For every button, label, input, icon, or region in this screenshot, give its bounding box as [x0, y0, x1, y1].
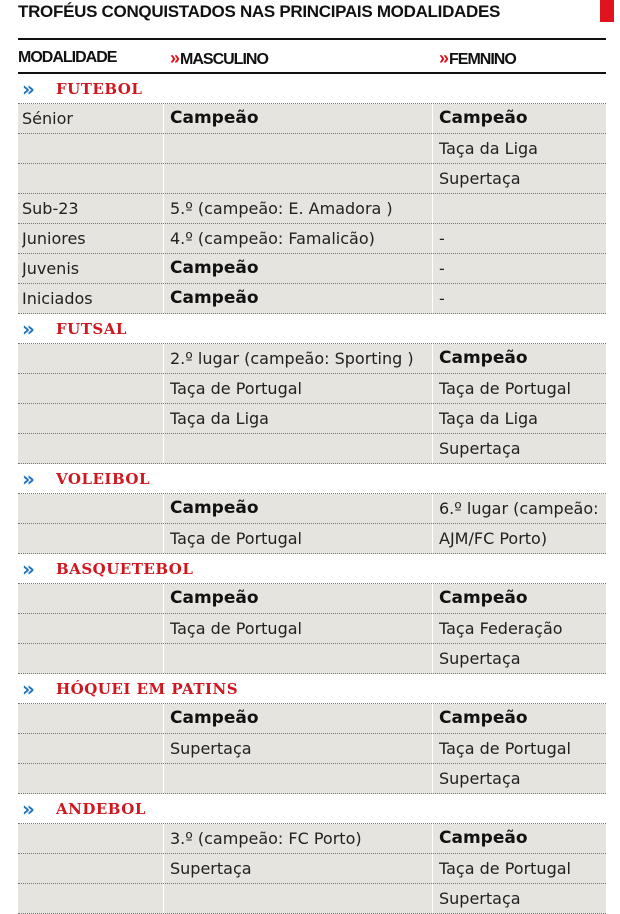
feminino-cell: - [439, 229, 445, 248]
feminino-cell: Taça de Portugal [439, 739, 571, 758]
category-cell: Iniciados [22, 289, 93, 308]
column-divider [432, 854, 433, 883]
table-row [18, 734, 606, 764]
table-row [18, 524, 606, 554]
feminino-cell: Taça de Portugal [439, 379, 571, 398]
feminino-cell: Taça Federação [439, 619, 563, 638]
chevron-right-icon: » [170, 48, 178, 68]
column-divider [163, 764, 164, 793]
column-divider [432, 254, 433, 283]
table-row [18, 194, 606, 224]
column-divider [163, 254, 164, 283]
chevron-right-icon: » [22, 557, 30, 581]
table-row [18, 134, 606, 164]
table-row [18, 104, 606, 134]
feminino-cell: Campeão [439, 708, 528, 728]
masculino-cell: Campeão [170, 258, 259, 278]
masculino-cell: 3.º (campeão: FC Porto) [170, 829, 362, 848]
header-masculino [170, 44, 268, 72]
table-row [18, 584, 606, 614]
column-divider [432, 764, 433, 793]
category-cell [22, 854, 164, 883]
table-row [18, 254, 606, 284]
category-cell [22, 824, 164, 853]
category-cell [22, 734, 164, 763]
column-divider [163, 494, 164, 523]
table-row [18, 824, 606, 854]
column-divider [163, 824, 164, 853]
masculino-cell: Taça de Portugal [170, 379, 302, 398]
column-divider [432, 374, 433, 403]
masculino-cell: Campeão [170, 498, 259, 518]
section-title: FUTEBOL [56, 80, 143, 98]
masculino-cell [170, 884, 432, 913]
masculino-cell: 5.º (campeão: E. Amadora ) [170, 199, 393, 218]
masculino-cell: Campeão [170, 588, 259, 608]
category-cell [22, 524, 164, 553]
column-divider [163, 404, 164, 433]
feminino-cell: - [439, 289, 445, 308]
column-divider [432, 344, 433, 373]
section-header [18, 794, 606, 824]
column-divider [163, 344, 164, 373]
section-title: BASQUETEBOL [56, 560, 194, 578]
column-divider [163, 584, 164, 613]
chevron-right-icon: » [22, 77, 30, 101]
masculino-cell [170, 164, 432, 193]
column-divider [163, 434, 164, 463]
category-cell [22, 404, 164, 433]
masculino-cell: Campeão [170, 108, 259, 128]
category-cell [22, 764, 164, 793]
column-divider [163, 374, 164, 403]
feminino-cell: Supertaça [439, 769, 521, 788]
category-cell: Juniores [22, 229, 86, 248]
section-header [18, 464, 606, 494]
category-cell [22, 374, 164, 403]
table-row [18, 434, 606, 464]
masculino-cell: Taça de Portugal [170, 529, 302, 548]
feminino-cell [439, 194, 606, 223]
section-header [18, 314, 606, 344]
section-title: ANDEBOL [56, 800, 146, 818]
category-cell: Sub-23 [22, 199, 79, 218]
chevron-right-icon: » [22, 797, 30, 821]
column-divider [432, 284, 433, 313]
section-title: VOLEIBOL [56, 470, 151, 488]
feminino-cell: Taça de Portugal [439, 859, 571, 878]
column-divider [432, 134, 433, 163]
column-divider [432, 104, 433, 133]
header-masculino-label: MASCULINO [180, 51, 268, 68]
header-feminino [439, 44, 516, 72]
category-cell [22, 884, 164, 913]
chevron-right-icon: » [22, 677, 30, 701]
top-rule [18, 38, 606, 40]
feminino-cell: Campeão [439, 828, 528, 848]
column-divider [163, 704, 164, 733]
masculino-cell: Campeão [170, 708, 259, 728]
masculino-cell: 4.º (campeão: Famalicão) [170, 229, 375, 248]
table-row [18, 704, 606, 734]
column-divider [432, 824, 433, 853]
column-divider [432, 584, 433, 613]
table-row [18, 224, 606, 254]
column-divider [163, 284, 164, 313]
column-divider [432, 614, 433, 643]
red-corner-mark [600, 0, 614, 22]
column-divider [432, 194, 433, 223]
table-row [18, 344, 606, 374]
feminino-cell: Supertaça [439, 649, 521, 668]
section-header [18, 554, 606, 584]
page-title: TROFÉUS CONQUISTADOS NAS PRINCIPAIS MODALIDADES [18, 2, 501, 21]
feminino-cell: Campeão [439, 108, 528, 128]
masculino-cell: Campeão [170, 288, 259, 308]
category-cell [22, 704, 164, 733]
column-divider [432, 704, 433, 733]
category-cell [22, 134, 164, 163]
column-divider [163, 884, 164, 913]
column-divider [432, 884, 433, 913]
column-divider [163, 224, 164, 253]
table-row [18, 644, 606, 674]
masculino-cell: 2.º lugar (campeão: Sporting ) [170, 349, 414, 368]
feminino-cell: Campeão [439, 348, 528, 368]
section-title: HÓQUEI EM PATINS [56, 680, 239, 698]
feminino-cell: - [439, 259, 445, 278]
column-divider [432, 224, 433, 253]
category-cell: Sénior [22, 109, 73, 128]
table-row [18, 404, 606, 434]
chevron-right-icon: » [439, 48, 447, 68]
feminino-cell: Campeão [439, 588, 528, 608]
category-cell [22, 434, 164, 463]
category-cell [22, 614, 164, 643]
category-cell [22, 164, 164, 193]
masculino-cell: Taça de Portugal [170, 619, 302, 638]
category-cell [22, 584, 164, 613]
chevron-right-icon: » [22, 317, 30, 341]
table-row [18, 284, 606, 314]
table-row [18, 764, 606, 794]
section-header [18, 74, 606, 104]
category-cell [22, 494, 164, 523]
feminino-cell: Supertaça [439, 889, 521, 908]
table-row [18, 374, 606, 404]
column-divider [163, 524, 164, 553]
section-header [18, 674, 606, 704]
column-divider [163, 644, 164, 673]
feminino-cell: 6.º lugar (campeão: [439, 499, 599, 518]
trophy-table [18, 74, 606, 914]
table-row [18, 164, 606, 194]
table-row [18, 854, 606, 884]
column-divider [163, 194, 164, 223]
table-row [18, 884, 606, 914]
masculino-cell [170, 644, 432, 673]
masculino-cell: Taça da Liga [170, 409, 269, 428]
chevron-right-icon: » [22, 467, 30, 491]
masculino-cell: Supertaça [170, 859, 252, 878]
column-divider [163, 104, 164, 133]
table-row [18, 614, 606, 644]
masculino-cell: Supertaça [170, 739, 252, 758]
category-cell [22, 344, 164, 373]
column-divider [163, 134, 164, 163]
feminino-cell: Taça da Liga [439, 139, 538, 158]
column-divider [432, 734, 433, 763]
column-divider [432, 434, 433, 463]
feminino-cell: AJM/FC Porto) [439, 529, 548, 548]
column-divider [163, 164, 164, 193]
column-divider [432, 404, 433, 433]
column-divider [432, 644, 433, 673]
masculino-cell [170, 434, 432, 463]
column-divider [432, 494, 433, 523]
column-divider [163, 614, 164, 643]
feminino-cell: Taça da Liga [439, 409, 538, 428]
header-feminino-label: FEMNINO [449, 51, 516, 68]
feminino-cell: Supertaça [439, 439, 521, 458]
header-modalidade: MODALIDADE [18, 49, 117, 66]
column-divider [163, 854, 164, 883]
masculino-cell [170, 134, 432, 163]
category-cell: Juvenis [22, 259, 80, 278]
column-divider [163, 734, 164, 763]
category-cell [22, 644, 164, 673]
section-title: FUTSAL [56, 320, 127, 338]
column-divider [432, 164, 433, 193]
masculino-cell [170, 764, 432, 793]
feminino-cell: Supertaça [439, 169, 521, 188]
column-divider [432, 524, 433, 553]
table-row [18, 494, 606, 524]
